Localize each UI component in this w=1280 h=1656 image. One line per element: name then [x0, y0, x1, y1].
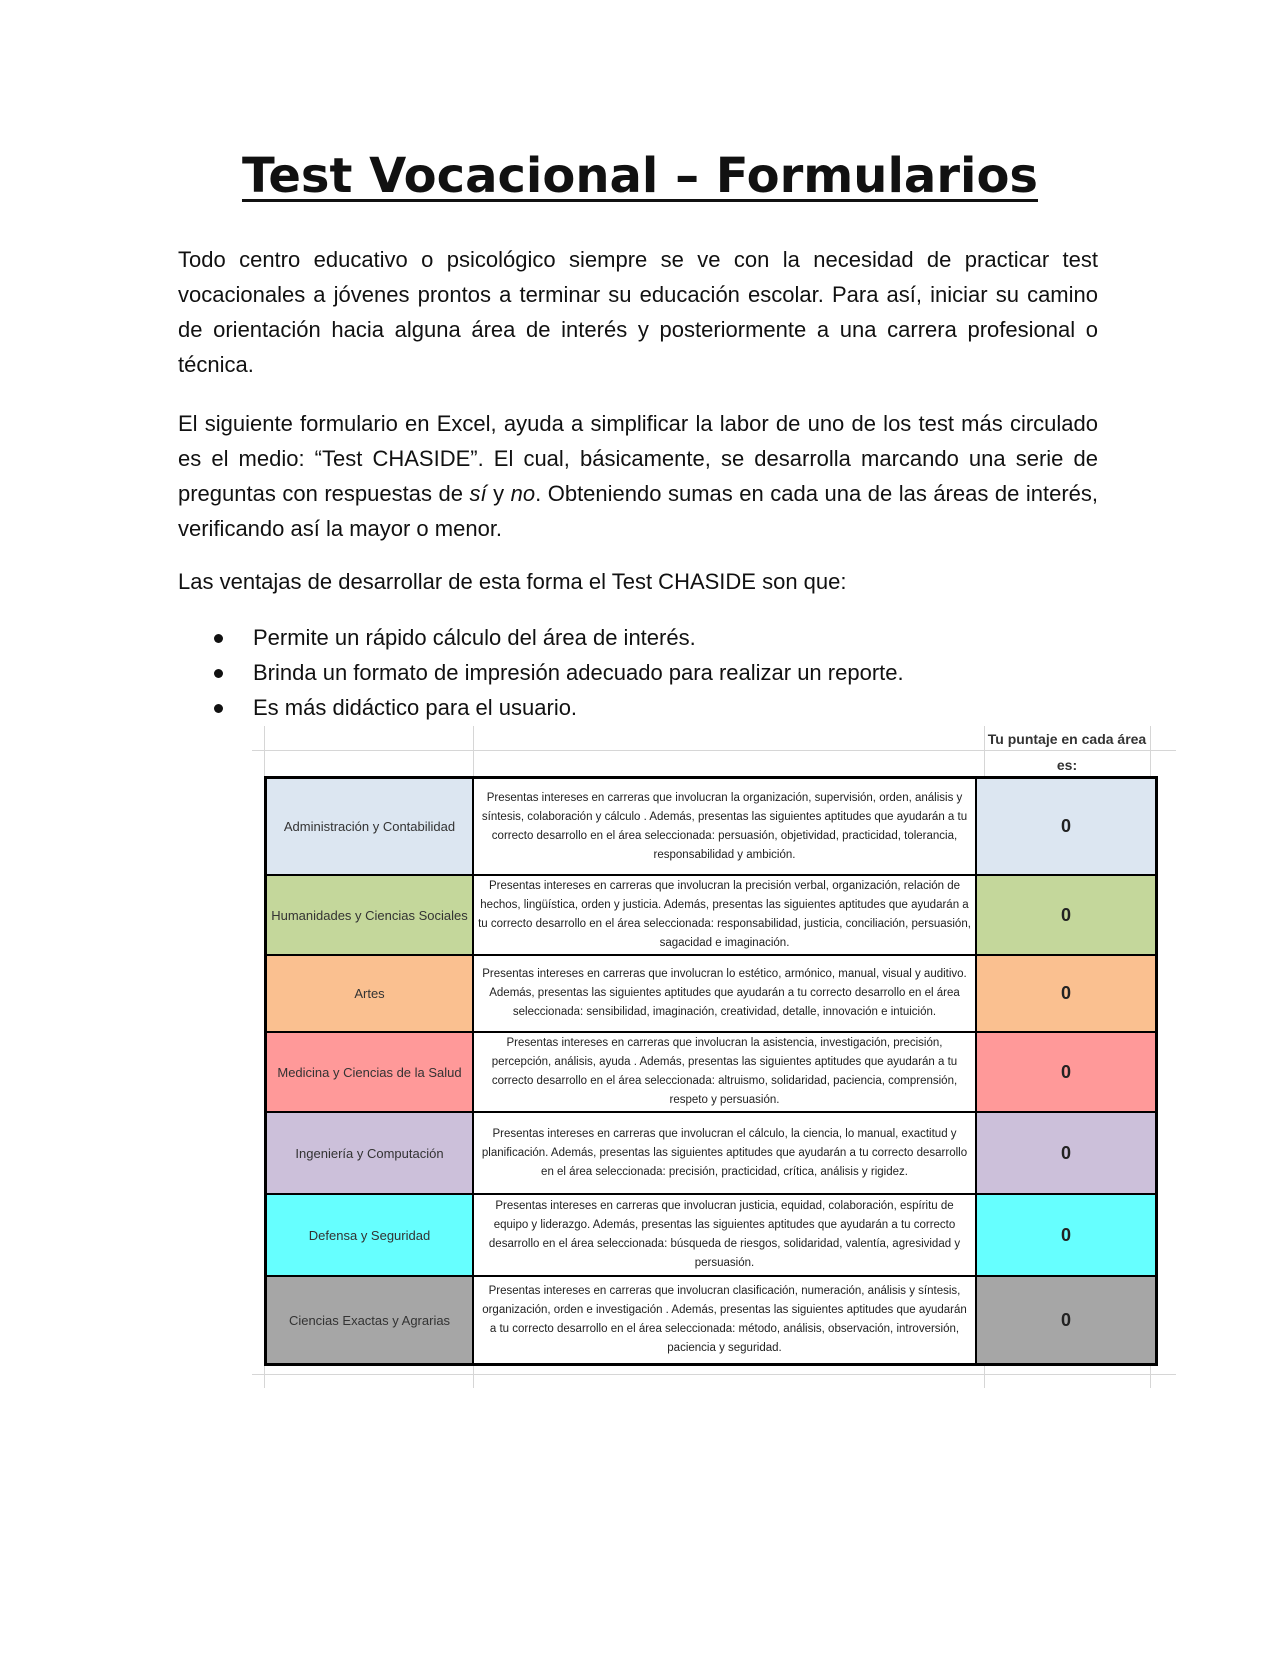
- intro-paragraph: Todo centro educativo o psicológico siempre se ve con la necesidad de practicar test vocacionales a jóvenes prontos a terminar su educación escolar. Para así, iniciar su camino de orientación hacia alguna área de interés y posteriormente a una carrera profesional o técnica.: [178, 247, 1098, 377]
- table-row: [267, 1113, 1155, 1195]
- chaside-results-table: [264, 776, 1158, 1366]
- area-name-cell: Defensa y Seguridad: [267, 1195, 474, 1275]
- area-score-cell: 0: [977, 1113, 1155, 1193]
- area-description-cell: Presentas intereses en carreras que involucran la asistencia, investigación, precisión, percepción, análisis, ayuda . Además, presentas las siguientes aptitudes que ayudarán a tu correcto desarrollo en el área seleccionada: altruismo, solidaridad, paciencia, comprensión, respeto y persuasión.: [474, 1033, 977, 1111]
- area-score-cell: 0: [977, 1277, 1155, 1363]
- area-description-cell: Presentas intereses en carreras que involucran la organización, supervisión, orden, análisis y síntesis, colaboración y cálculo . Además, presentas las siguientes aptitudes que ayudarán a tu correcto desarrollo en el área seleccionada: persuasión, objetividad, practicidad, tolerancia, responsabilidad y ambición.: [474, 779, 977, 874]
- spreadsheet-screenshot: [252, 726, 1176, 1388]
- list-item: Brinda un formato de impresión adecuado para realizar un reporte.: [178, 655, 1098, 690]
- area-description-cell: Presentas intereses en carreras que involucran la precisión verbal, organización, relación de hechos, lingüística, orden y justicia. Además, presentas las siguientes aptitudes que ayudarán a tu correcto desarrollo en el área seleccionada: responsabilidad, justicia, conciliación, persuasión, sagacidad e imaginación.: [474, 876, 977, 954]
- area-name-cell: Artes: [267, 956, 474, 1031]
- area-description-cell: Presentas intereses en carreras que involucran el cálculo, la ciencia, lo manual, exactitud y planificación. Además, presentas las siguientes aptitudes que ayudarán a tu correcto desarrollo en el área seleccionada: precisión, practicidad, crítica, análisis y rigidez.: [474, 1113, 977, 1193]
- area-score-cell: 0: [977, 1195, 1155, 1275]
- table-row: [267, 1033, 1155, 1113]
- grid-line: [252, 1374, 1176, 1375]
- chaside-paragraph: El siguiente formulario en Excel, ayuda a simplificar la labor de uno de los test más circulado es el medio: “Test CHASIDE”. El cual, básicamente, se desarrolla marcando una serie de preguntas con respuestas de sí y no. Obteniendo sumas en cada una de las áreas de interés, verificando así la mayor o menor.: [178, 411, 1098, 541]
- advantages-list: [178, 620, 1098, 725]
- area-score-cell: 0: [977, 956, 1155, 1031]
- table-row: [267, 1195, 1155, 1277]
- bullet-icon: [214, 669, 223, 678]
- table-row: [267, 956, 1155, 1033]
- table-row: [267, 876, 1155, 956]
- score-column-header: Tu puntaje en cada área es:: [987, 731, 1147, 773]
- bullet-icon: [214, 704, 223, 713]
- advantages-paragraph: Las ventajas de desarrollar de esta forma el Test CHASIDE son que:: [178, 569, 847, 594]
- area-name-cell: Ciencias Exactas y Agrarias: [267, 1277, 474, 1363]
- list-item: Es más didáctico para el usuario.: [178, 690, 1098, 725]
- area-description-cell: Presentas intereses en carreras que involucran justicia, equidad, colaboración, espíritu de equipo y liderazgo. Además, presentas las siguientes aptitudes que ayudarán a tu correcto desarrollo en el área seleccionada: búsqueda de riesgos, solidaridad, valentía, agresividad y persuasión.: [474, 1195, 977, 1275]
- area-description-cell: Presentas intereses en carreras que involucran lo estético, armónico, manual, visual y auditivo. Además, presentas las siguientes aptitudes que ayudarán a tu correcto desarrollo en el área seleccionada: sensibilidad, imaginación, creatividad, detalle, innovación e intuición.: [474, 956, 977, 1031]
- table-row: [267, 779, 1155, 876]
- area-name-cell: Medicina y Ciencias de la Salud: [267, 1033, 474, 1111]
- area-name-cell: Ingeniería y Computación: [267, 1113, 474, 1193]
- area-score-cell: 0: [977, 779, 1155, 874]
- document-title: Test Vocacional – Formularios: [241, 148, 1038, 204]
- area-score-cell: 0: [977, 1033, 1155, 1111]
- area-name-cell: Humanidades y Ciencias Sociales: [267, 876, 474, 954]
- area-description-cell: Presentas intereses en carreras que involucran clasificación, numeración, análisis y síntesis, organización, orden e investigación . Además, presentas las siguientes aptitudes que ayudarán a tu correcto desarrollo en el área seleccionada: método, análisis, observación, introversión, paciencia y seguridad.: [474, 1277, 977, 1363]
- bullet-icon: [214, 634, 223, 643]
- area-score-cell: 0: [977, 876, 1155, 954]
- table-row: [267, 1277, 1155, 1363]
- list-item: Permite un rápido cálculo del área de interés.: [178, 620, 1098, 655]
- area-name-cell: Administración y Contabilidad: [267, 779, 474, 874]
